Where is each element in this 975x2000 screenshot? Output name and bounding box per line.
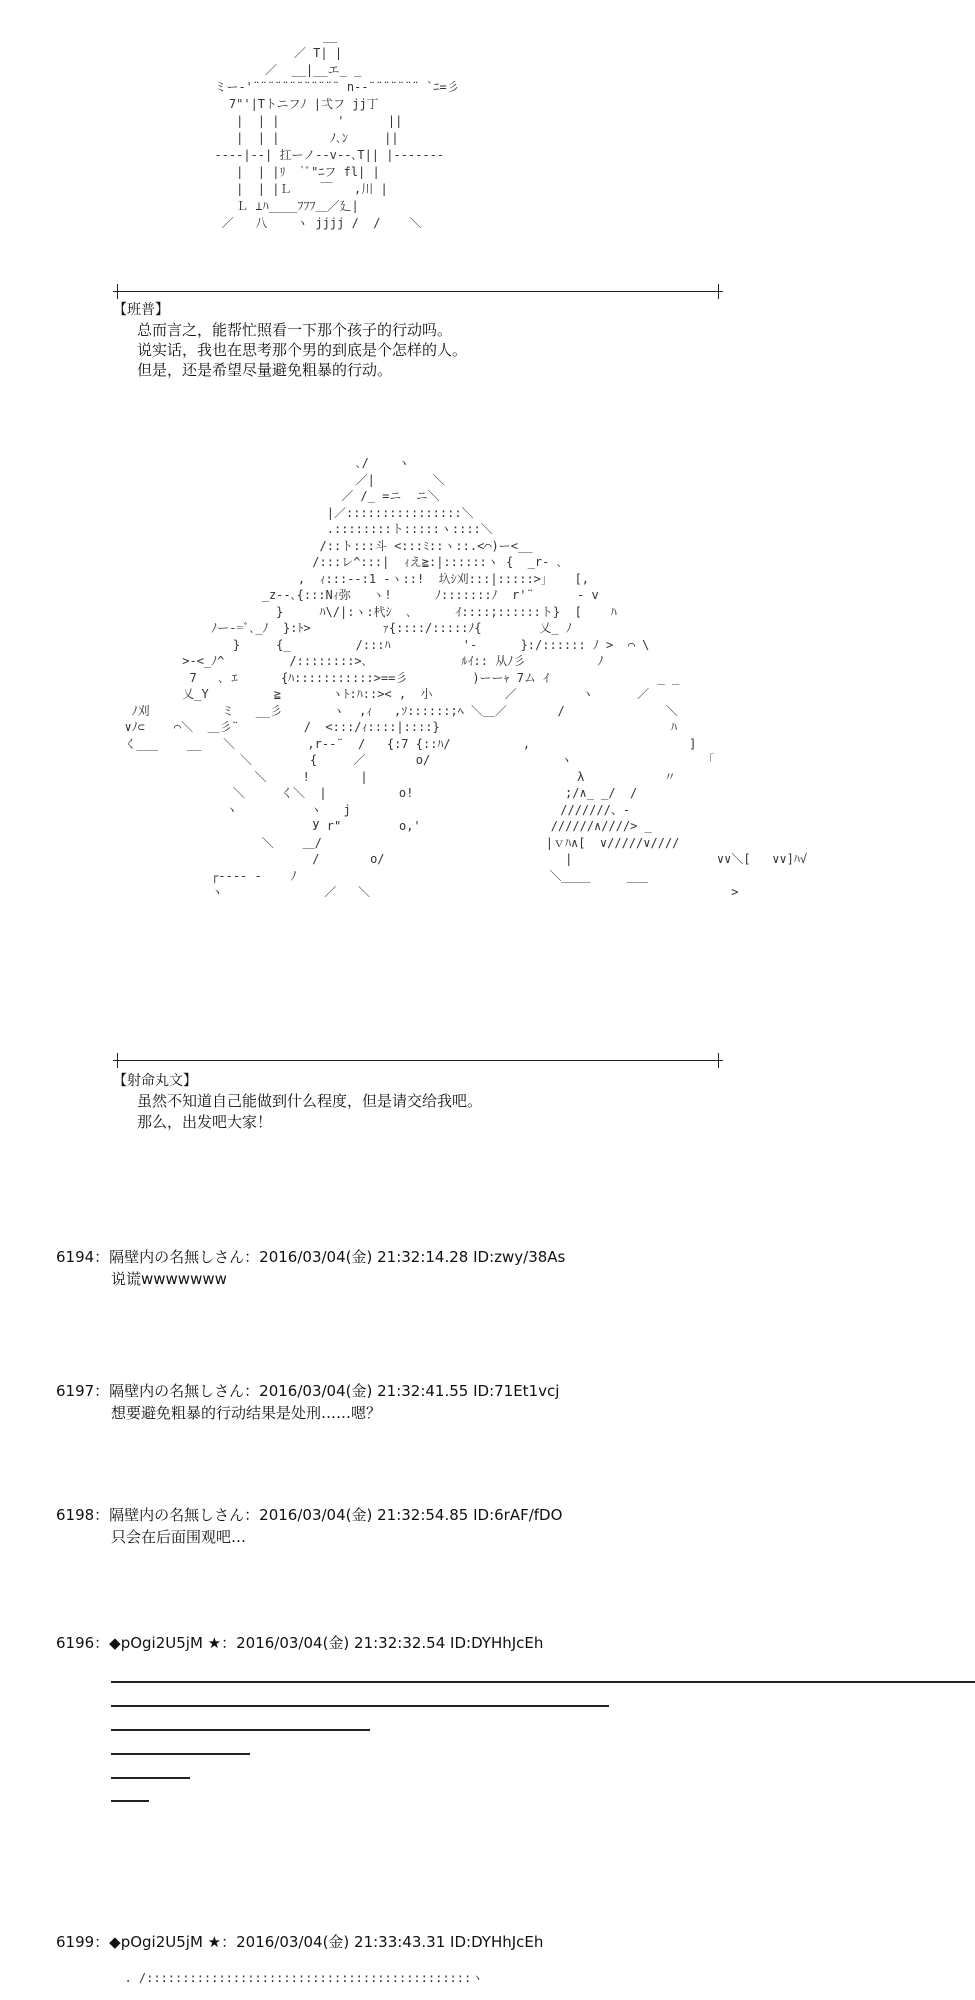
ascii-art-building: __ ／ T| | ／ __|__エ_ _ ミー-'¨¨¨¨¨¨¨¨¨¨¨¨ n--¨¨¨¨¨¨¨ `ﾆ=彡 7"'|Tトニフﾉ |弌フ jj丁 | | | ' || | | | ﾉ､ﾝ || ----|--| 扛ーノ--v--､T|| |------- | | |ﾘ `ﾞ"ﾆフ fl| | | | |Ｌ ￣ ,川 | Ｌ ⊥ﾊ____ﾌﾌﾌ＿／廴| ／ 八 ヽ jjjj / / ＼	[214, 29, 459, 230]
divider-tick	[117, 284, 118, 299]
post-header: 6198：隔壁内の名無しさん：2016/03/04(金) 21:32:54.85 ID:6rAF/fDO	[56, 1506, 563, 1524]
divider-tick	[117, 1053, 118, 1068]
underline-bar	[111, 1681, 975, 1683]
underline-bar	[111, 1800, 149, 1802]
post-body: 只会在后面围观吧…	[111, 1528, 247, 1546]
divider	[113, 291, 723, 292]
dialogue-line: 但是，还是希望尽量避免粗暴的行动。	[137, 361, 393, 379]
dialogue-line: 说实话，我也在思考那个男的到底是个怎样的人。	[137, 341, 468, 359]
ascii-art-tail: . /:::::::::::::::::::::::::::::::::::::::::::::ヽ	[110, 1971, 484, 1985]
underline-bar	[111, 1753, 250, 1755]
speaker-label: 【班普】	[113, 302, 169, 318]
divider-tick	[718, 284, 719, 299]
underline-bar	[111, 1705, 609, 1707]
post-header: 6196：◆pOgi2U5jM ★：2016/03/04(金) 21:32:32.54 ID:DYHhJcEh	[56, 1634, 544, 1652]
divider	[113, 1060, 723, 1061]
post-header: 6197：隔壁内の名無しさん：2016/03/04(金) 21:32:41.55 ID:71Et1vcj	[56, 1382, 560, 1400]
post-header: 6194：隔壁内の名無しさん：2016/03/04(金) 21:32:14.28 ID:zwy/38As	[56, 1248, 566, 1266]
divider-tick	[718, 1053, 719, 1068]
ascii-art-scene: ､/ ヽ ／| ＼ ／ /_ =ニ ニ＼ |／::::::::::::::::＼ .::::::::ト:::::ヽ::::＼ /::ト:::斗 <:::ﾐ::ヽ::.<⌒)ー<__ /:::レ^:::| ｨえ≧:|::::::ヽ { _r‐ ､ , ｨ:::--:1 -ヽ::! 圦ｼ刈:::|:::::>」 [, _z--､{:::Nｨ弥 ヽ! ﾉ:::::::ﾉ r'¨ ‐ v } ﾊ\/|:ヽ:杙ｼ ､ ｲ::::;::::::ト} [ ﾊ ﾉー-=ﾞ､_ﾉ }:ﾄ> ｧ{::::/:::::ﾉ{ 乂_ ﾉ } {_ /:::ﾊ '- }:/:::::: ﾉ > ⌒ \ >‐<_ﾉ^ /::::::::>､ ﾙｲ:: 从ﾉ彡 ﾉ 7 ､ ｴ {ﾊ:::::::::::>==彡 )ーーｬ 7ム ｲ _ _ 乂_Y ≧ ヽﾄ:ﾊ::>< , 小 ／ ヽ ／ ﾉ刈 ミ __彡 ヽ ,ｨ ,ｿ::::::;ﾍ ＼＿／ / ＼ ∨ﾉ⊂ ⌒＼ ＿彡¨ / <:::/ｨ::::|::::} ﾊ く___ __ ＼ ,r--¨ / {:7 {::ﾊ/ , ] ＼ { ／ o/ ヽ 「 ＼ ! | λ 〃 ＼ く＼ | o! ;/∧_ _/ / ヽ ヽ j ///////、- У r" o,' //////∧////> _ ＼ ＿/ |ｖﾊ∧[ ∨/////∨//// / o/ | ∨∨＼[ ∨∨]ﾊ√ ┌---- - ﾉ ＼____ ___ ヽ ／ ＼ >	[124, 456, 808, 899]
dialogue-line: 那么，出发吧大家！	[137, 1113, 273, 1131]
post-body: 说谎wwwwwww	[111, 1270, 227, 1288]
post-body: 想要避免粗暴的行动结果是处刑……嗯？	[111, 1404, 382, 1422]
post-header: 6199：◆pOgi2U5jM ★：2016/03/04(金) 21:33:43.31 ID:DYHhJcEh	[56, 1933, 544, 1951]
dialogue-line: 总而言之，能帮忙照看一下那个孩子的行动吗。	[137, 321, 453, 339]
speaker-label: 【射命丸文】	[113, 1073, 197, 1089]
underline-bar	[111, 1729, 370, 1731]
dialogue-line: 虽然不知道自己能做到什么程度，但是请交给我吧。	[137, 1092, 483, 1110]
underline-bar	[111, 1777, 190, 1779]
